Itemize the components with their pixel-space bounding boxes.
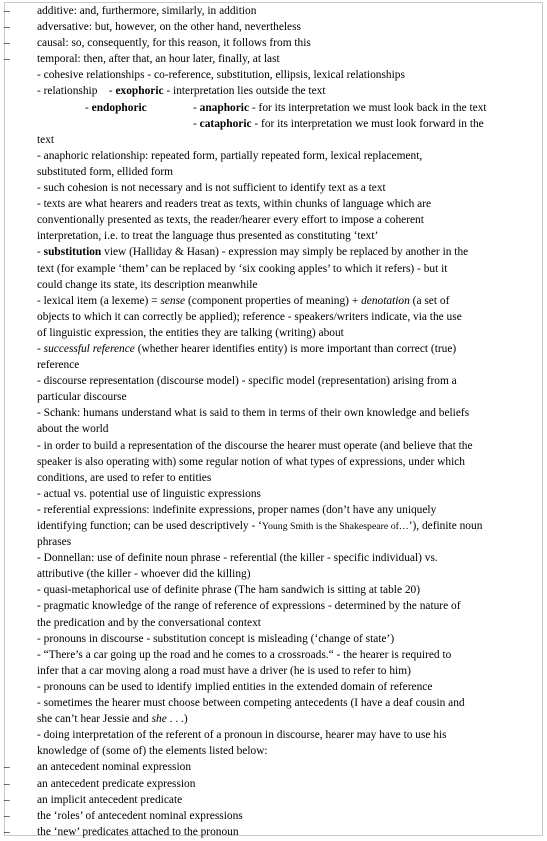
list-item: – the ‘roles’ of antecedent nominal expressions (4, 809, 243, 822)
dash-bullet: – (4, 777, 10, 790)
text-line: - pragmatic knowledge of the range of reference of expressions - determined by the nature of (37, 600, 461, 613)
term-anaphoric: anaphoric (199, 101, 250, 114)
text-line: - such cohesion is not necessary and is not sufficient to identify text as a text (37, 182, 386, 195)
dash-bullet: – (4, 53, 10, 66)
text-line: of linguistic expression, the entities they are talking (writing) about (37, 326, 344, 339)
text-line: particular discourse (37, 391, 127, 404)
term-successful-reference: successful reference (43, 342, 135, 355)
list-item: – an antecedent nominal expression (4, 761, 192, 774)
dash-bullet: – (4, 793, 10, 806)
text-line: - relationship - exophoric - interpretation lies outside the text (37, 85, 326, 98)
text-line: identifying function; can be used descriptively - ‘Young Smith is the Shakespeare of…’), definite noun (37, 520, 483, 532)
text-line: conditions, are used to refer to entities (37, 471, 212, 484)
text-line: - discourse representation (discourse model) - specific model (representation) arising from a (37, 375, 457, 388)
term-sense: sense (160, 294, 186, 307)
text-line: - Donnellan: use of definite noun phrase - referential (the killer - specific individual) vs. (37, 552, 438, 565)
text-line: - cohesive relationships - co-reference, substitution, ellipsis, lexical relationships (37, 69, 405, 82)
term-exophoric: exophoric (115, 85, 164, 98)
term-she: she (151, 713, 167, 726)
text-line: infer that a car moving along a road must have a driver (he is used to refer to him) (37, 664, 411, 677)
text-line: - pronouns can be used to identify implied entities in the extended domain of reference (37, 680, 433, 693)
text-line: - pronouns in discourse - substitution concept is misleading (‘change of state’) (37, 632, 395, 645)
text-line: - quasi-metaphorical use of definite phrase (The ham sandwich is sitting at table 20) (37, 584, 421, 597)
text-line: attributive (the killer - whoever did the killing) (37, 568, 251, 581)
dash-bullet: – (4, 825, 10, 838)
text-line: - lexical item (a lexeme) = sense (component properties of meaning) + denotation (a set of (37, 294, 450, 307)
text-line: - referential expressions: indefinite expressions, proper names (don’t have any uniquely (37, 503, 437, 516)
document-body (0, 3, 547, 840)
text-line: - endophoric - anaphoric - for its interpretation we must look back in the text (85, 101, 487, 114)
text-line: - substitution view (Halliday & Hasan) - expression may simply be replaced by another in the (37, 246, 469, 259)
text-line: - successful reference (whether hearer identifies entity) is more important than correct (true) (37, 342, 457, 355)
list-item: – an implicit antecedent predicate (4, 793, 183, 806)
term-endophoric: endophoric (91, 101, 147, 114)
list-item: – the ‘new’ predicates attached to the pronoun (4, 825, 239, 838)
text-line: knowledge of (some of) the elements listed below: (37, 745, 268, 758)
text-line: she can’t hear Jessie and she . . .) (37, 713, 188, 726)
text-line: - cataphoric - for its interpretation we must look forward in the (193, 117, 484, 130)
text-line: - actual vs. potential use of linguistic expressions (37, 487, 261, 500)
text-line: - sometimes the hearer must choose between competing antecedents (I have a deaf cousin and (37, 697, 465, 710)
list-item: – additive: and, furthermore, similarly, in addition (4, 5, 257, 17)
text-line: - anaphoric relationship: repeated form, partially repeated form, lexical replacement, (37, 149, 423, 162)
text-line: substituted form, ellided form (37, 165, 174, 178)
text-line: the predication and by the conversational context (37, 616, 261, 629)
example-quote: Young Smith is the Shakespeare of… (261, 521, 409, 532)
dash-bullet: – (4, 5, 10, 17)
text-line: about the world (37, 423, 109, 436)
text-line: text (37, 133, 55, 146)
dash-bullet: – (4, 21, 10, 34)
dash-bullet: – (4, 37, 10, 50)
text-line: text (for example ‘them’ can be replaced by ‘six cooking apples’ to which it refers) - but it (37, 262, 448, 275)
dash-bullet: – (4, 809, 10, 822)
text-line: - Schank: humans understand what is said to them in terms of their own knowledge and beliefs (37, 407, 470, 420)
text-line: conventionally presented as texts, the reader/hearer every effort to impose a coherent (37, 214, 424, 227)
term-denotation: denotation (361, 294, 410, 307)
text-line: speaker is also operating with) some regular notion of what types of expressions, under which (37, 455, 465, 468)
term-cataphoric: cataphoric (199, 117, 252, 130)
text-line: phrases (37, 536, 72, 549)
list-item: – temporal: then, after that, an hour later, finally, at last (4, 53, 280, 66)
text-line: - in order to build a representation of the discourse the hearer must operate (and believe that the (37, 439, 473, 452)
term-substitution: substitution (43, 246, 102, 259)
dash-bullet: – (4, 761, 10, 774)
text-line: objects to which it can correctly be applied); reference - speakers/writers indicate, via the use (37, 310, 462, 323)
text-line: could change its state, its description meanwhile (37, 278, 258, 291)
text-line: - doing interpretation of the referent of a pronoun in discourse, hearer may have to use his (37, 729, 447, 742)
text-line: interpretation, i.e. to treat the language thus presented as constituting ‘text’ (37, 230, 379, 243)
text-line: reference (37, 359, 80, 372)
text-line: - “There’s a car going up the road and he comes to a crossroads.“ - the hearer is required to (37, 648, 452, 661)
list-item: – adversative: but, however, on the other hand, nevertheless (4, 21, 301, 34)
text-line: - texts are what hearers and readers treat as texts, within chunks of language which are (37, 198, 432, 211)
list-item: – an antecedent predicate expression (4, 777, 196, 790)
list-item: – causal: so, consequently, for this reason, it follows from this (4, 37, 311, 50)
